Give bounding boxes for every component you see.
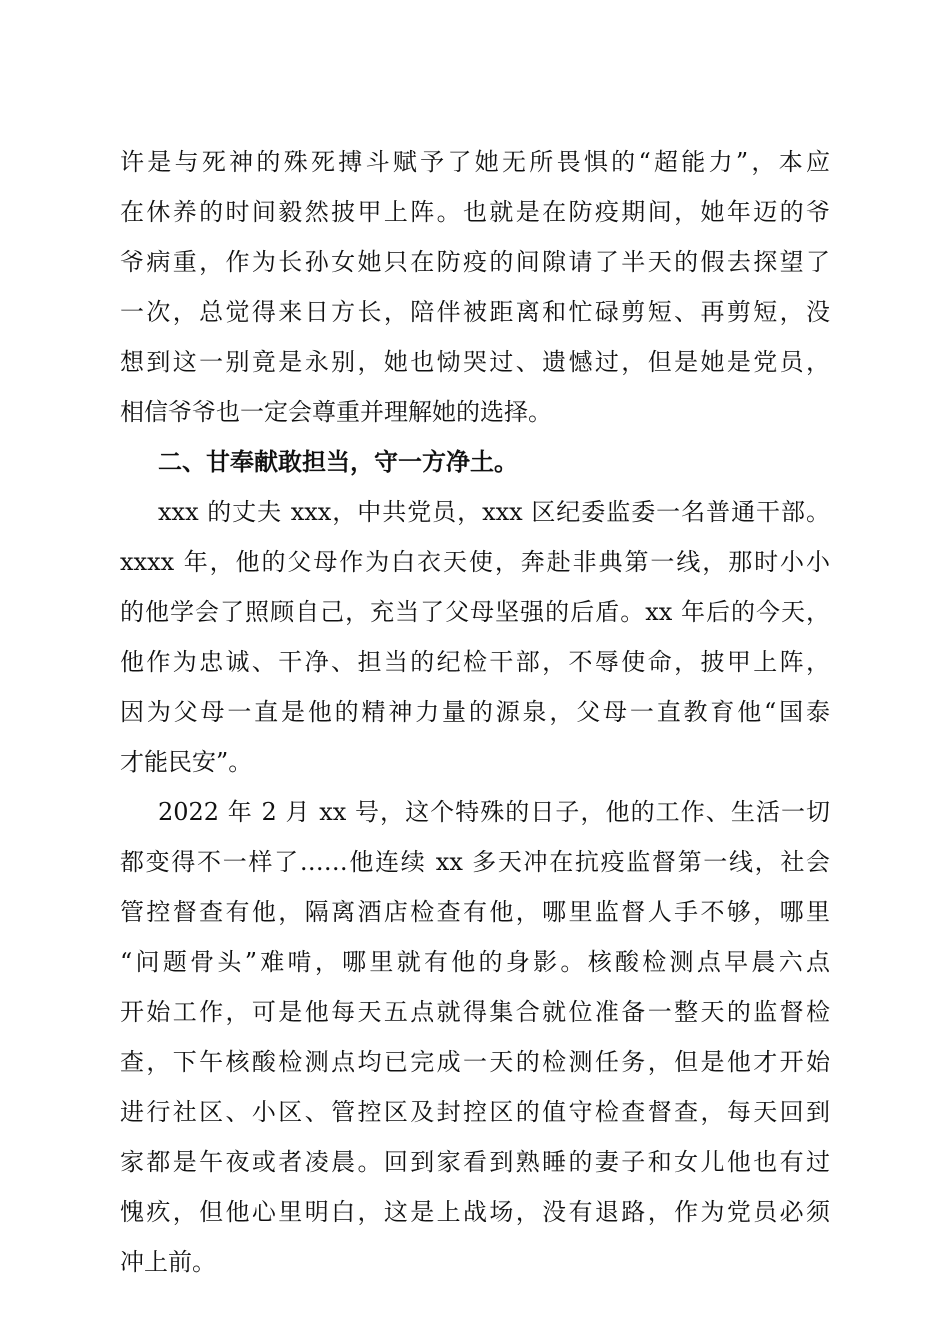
paragraph-3-line-3: 管控督查有他，隔离酒店检查有他，哪里监督人手不够，哪里 xyxy=(120,898,830,926)
paragraph-3-line-9: 愧疚，但他心里明白，这是上战场，没有退路，作为党员必须 xyxy=(120,1198,830,1226)
paragraph-3-line-8: 家都是午夜或者凌晨。回到家看到熟睡的妻子和女儿他也有过 xyxy=(120,1148,830,1176)
paragraph-3-line-2: 都变得不一样了……他连续 xx 多天冲在抗疫监督第一线，社会 xyxy=(120,848,830,876)
paragraph-2-line-6: 才能民安”。 xyxy=(120,748,253,776)
paragraph-1-line-6: 相信爷爷也一定会尊重并理解她的选择。 xyxy=(120,398,552,426)
paragraph-2-line-1: xxx 的丈夫 xxx，中共党员，xxx 区纪委监委一名普通干部。 xyxy=(158,498,830,526)
paragraph-1-line-3: 爷病重，作为长孙女她只在防疫的间隙请了半天的假去探望了 xyxy=(120,248,830,276)
section-heading: 二、甘奉献敢担当，守一方净土。 xyxy=(158,448,518,476)
paragraph-3-line-7: 进行社区、小区、管控区及封控区的值守检查督查，每天回到 xyxy=(120,1098,830,1126)
paragraph-3-line-4: “问题骨头”难啃，哪里就有他的身影。核酸检测点早晨六点 xyxy=(120,948,830,976)
paragraph-1-line-4: 一次，总觉得来日方长，陪伴被距离和忙碌剪短、再剪短，没 xyxy=(120,298,830,326)
paragraph-3-line-10: 冲上前。 xyxy=(120,1248,216,1276)
paragraph-2-line-3: 的他学会了照顾自己，充当了父母坚强的后盾。xx 年后的今天， xyxy=(120,598,830,626)
paragraph-2-line-4: 他作为忠诚、干净、担当的纪检干部，不辱使命，披甲上阵， xyxy=(120,648,830,676)
paragraph-1-line-5: 想到这一别竟是永别，她也恸哭过、遗憾过，但是她是党员， xyxy=(120,348,830,376)
paragraph-3-line-1: 2022 年 2 月 xx 号，这个特殊的日子，他的工作、生活一切 xyxy=(158,798,830,826)
paragraph-2-line-2: xxxx 年，他的父母作为白衣天使，奔赴非典第一线，那时小小 xyxy=(120,548,830,576)
paragraph-3-line-6: 查，下午核酸检测点均已完成一天的检测任务，但是他才开始 xyxy=(120,1048,830,1076)
paragraph-3-line-5: 开始工作，可是他每天五点就得集合就位准备一整天的监督检 xyxy=(120,998,830,1026)
paragraph-1-line-2: 在休养的时间毅然披甲上阵。也就是在防疫期间，她年迈的爷 xyxy=(120,198,830,226)
paragraph-1-line-1: 许是与死神的殊死搏斗赋予了她无所畏惧的“超能力”，本应 xyxy=(120,148,830,176)
paragraph-2-line-5: 因为父母一直是他的精神力量的源泉，父母一直教育他“国泰 xyxy=(120,698,830,726)
